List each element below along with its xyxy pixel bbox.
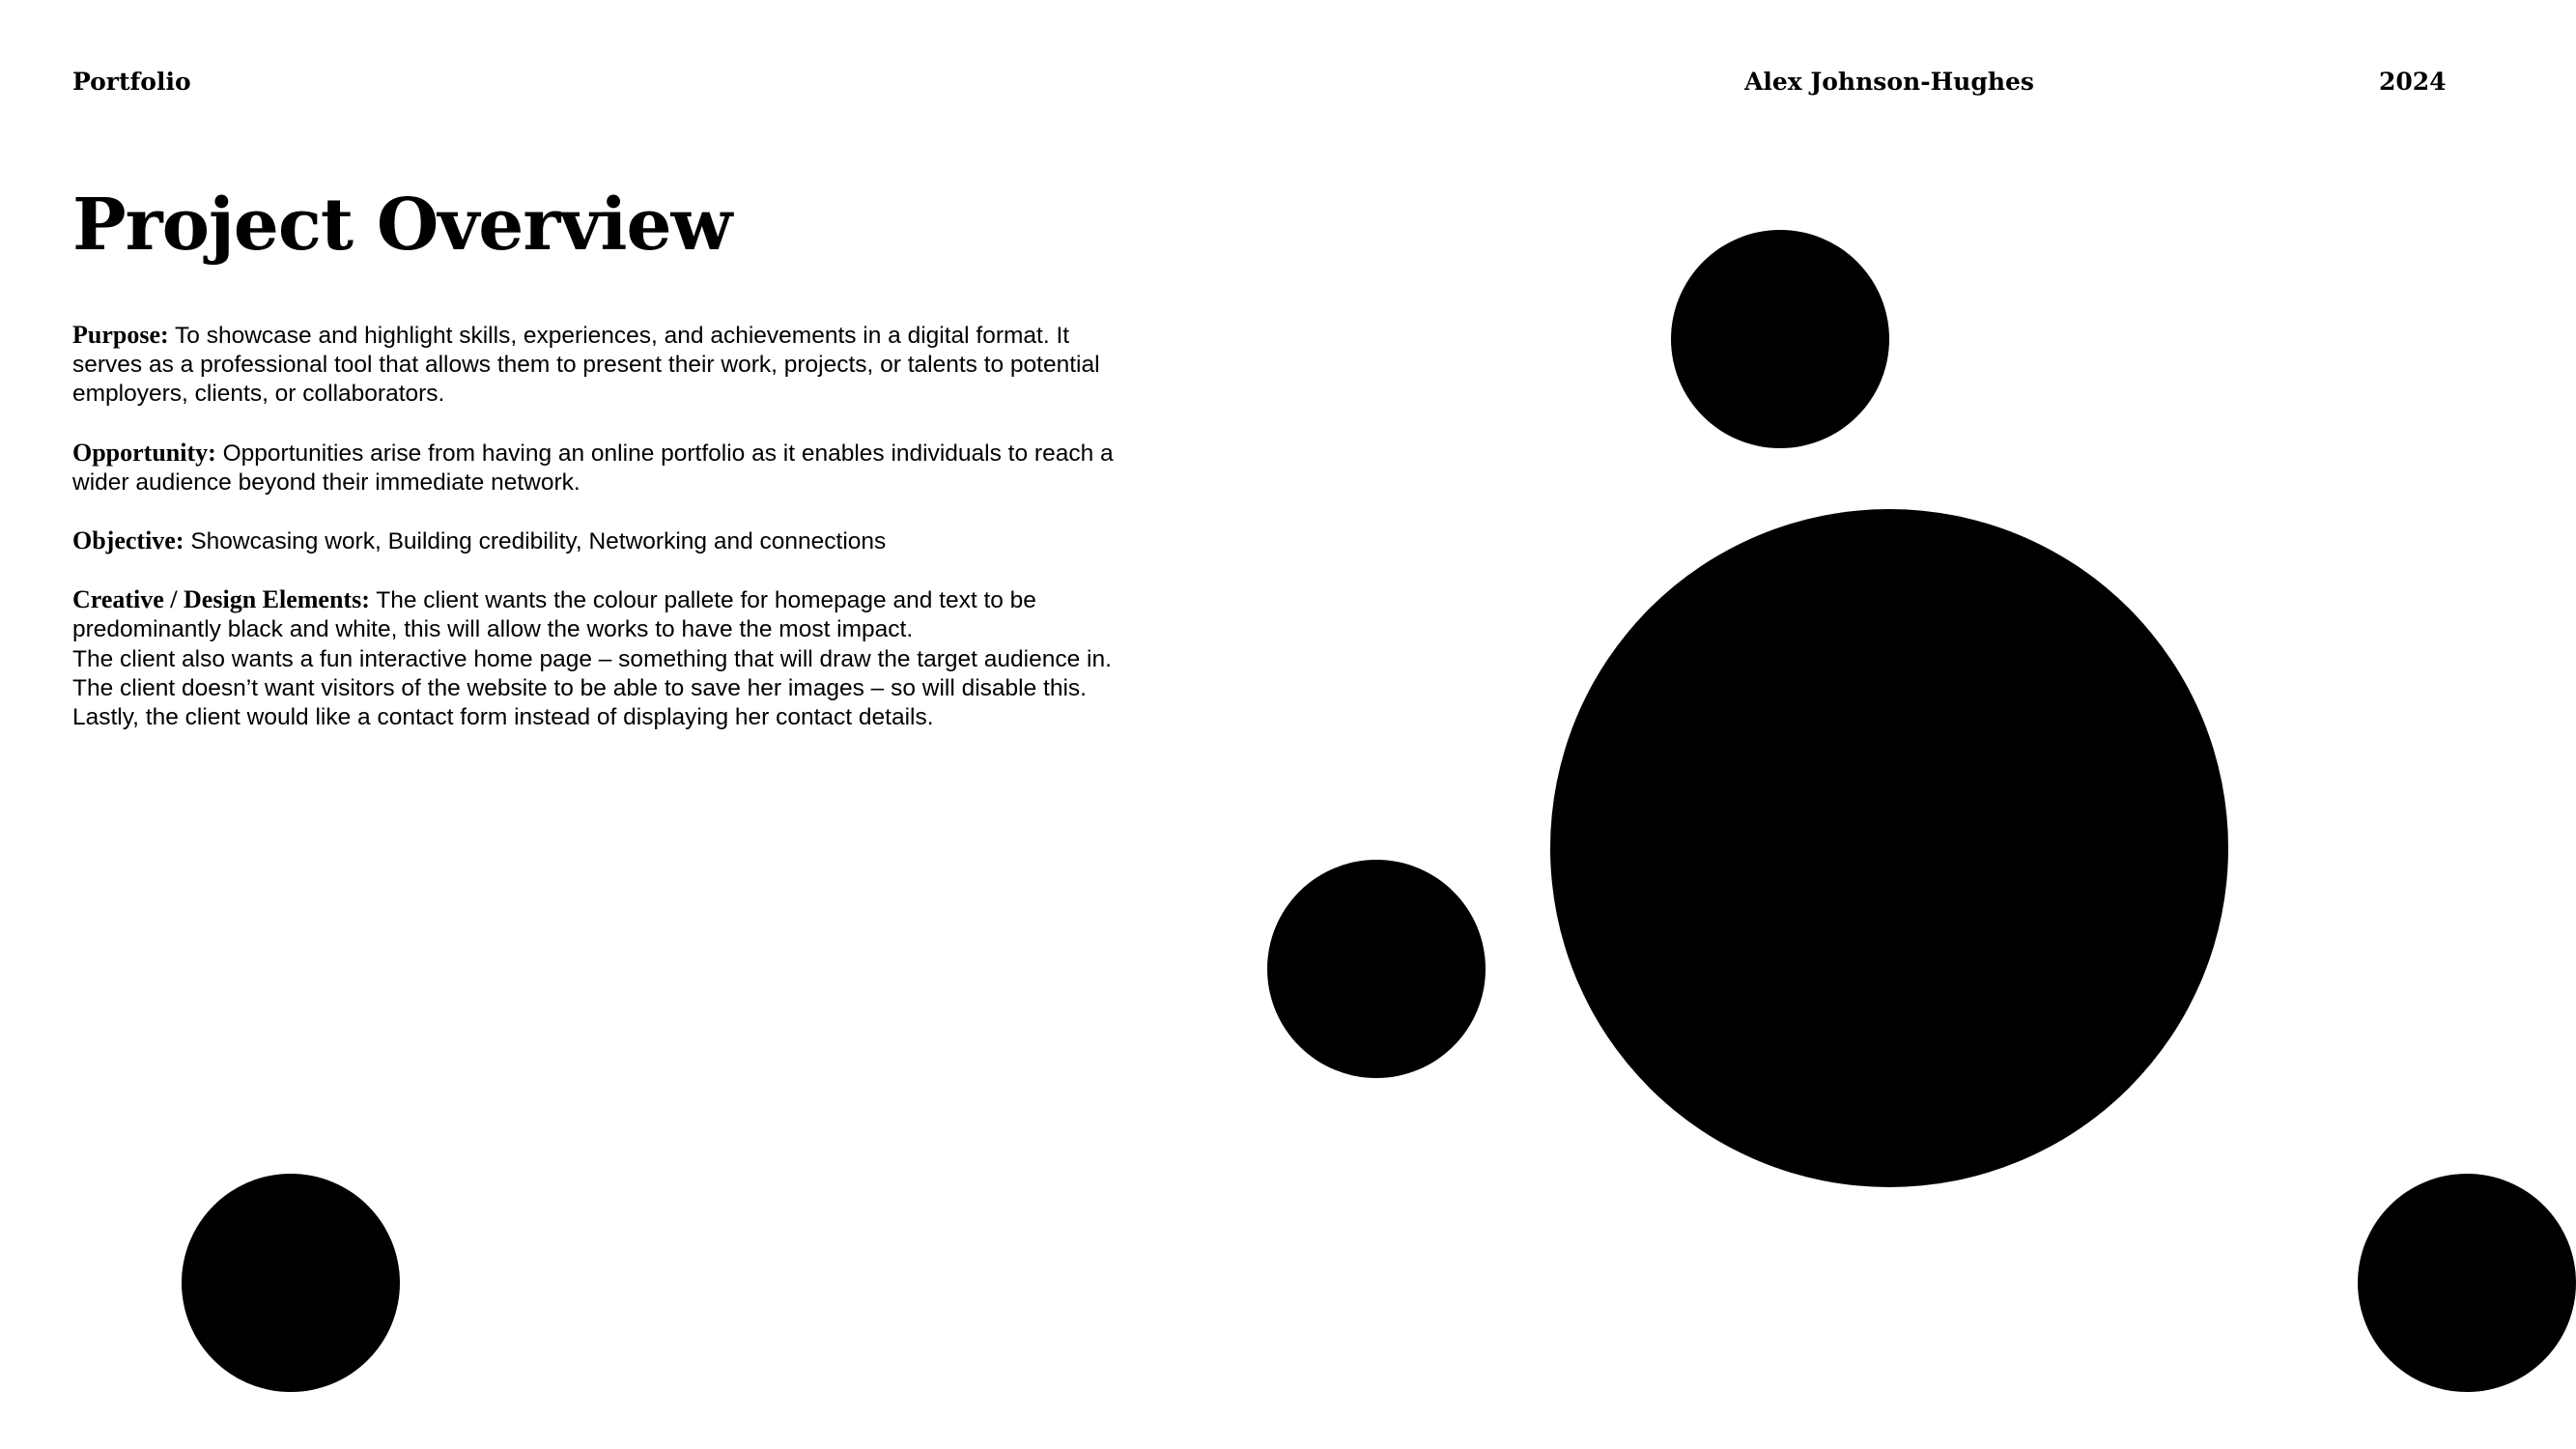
- header-year: 2024: [2379, 68, 2447, 96]
- creative-text: The client wants the colour pallete for homepage and text to be: [376, 587, 1036, 614]
- opportunity-label: Opportunity:: [72, 438, 216, 467]
- opportunity-paragraph: [72, 439, 1193, 497]
- creative-line: The client doesn’t want visitors of the website to be able to save her images – so will disable this.: [72, 674, 1087, 701]
- decorative-circle-middle-left: [1267, 860, 1486, 1078]
- purpose-line: employers, clients, or collaborators.: [72, 381, 445, 408]
- objective-label: Objective:: [72, 526, 184, 555]
- decorative-circle-large: [1550, 509, 2228, 1187]
- header-author-name: Alex Johnson-Hughes: [1744, 68, 2034, 96]
- creative-label: Creative / Design Elements:: [72, 585, 370, 614]
- decorative-circle-bottom-left: [182, 1174, 400, 1392]
- objective-paragraph: [72, 526, 1193, 556]
- purpose-line: [72, 321, 1193, 351]
- purpose-label: Purpose:: [72, 321, 169, 349]
- decorative-circle-top: [1671, 230, 1889, 448]
- objective-text: Showcasing work, Building credibility, Networking and connections: [190, 528, 887, 555]
- overview-content: [72, 321, 1193, 761]
- purpose-paragraph: [72, 321, 1193, 410]
- creative-line: Lastly, the client would like a contact form instead of displaying her contact details.: [72, 704, 934, 731]
- page-title: Project Overview: [72, 184, 732, 267]
- creative-paragraph: [72, 585, 1193, 732]
- opportunity-line: [72, 439, 1193, 469]
- opportunity-line: wider audience beyond their immediate network.: [72, 469, 580, 496]
- purpose-text: To showcase and highlight skills, experiences, and achievements in a digital format. It: [175, 323, 1070, 349]
- purpose-line: serves as a professional tool that allows them to present their work, projects, or talents to potential: [72, 352, 1100, 379]
- creative-line: [72, 585, 1193, 615]
- decorative-circle-bottom-right: [2358, 1174, 2576, 1392]
- opportunity-text: Opportunities arise from having an online portfolio as it enables individuals to reach a: [222, 440, 1114, 467]
- creative-line: The client also wants a fun interactive home page – something that will draw the target audience in.: [72, 645, 1112, 672]
- creative-line: predominantly black and white, this will allow the works to have the most impact.: [72, 616, 914, 643]
- header-section-label: Portfolio: [72, 68, 191, 96]
- objective-line: [72, 526, 1193, 556]
